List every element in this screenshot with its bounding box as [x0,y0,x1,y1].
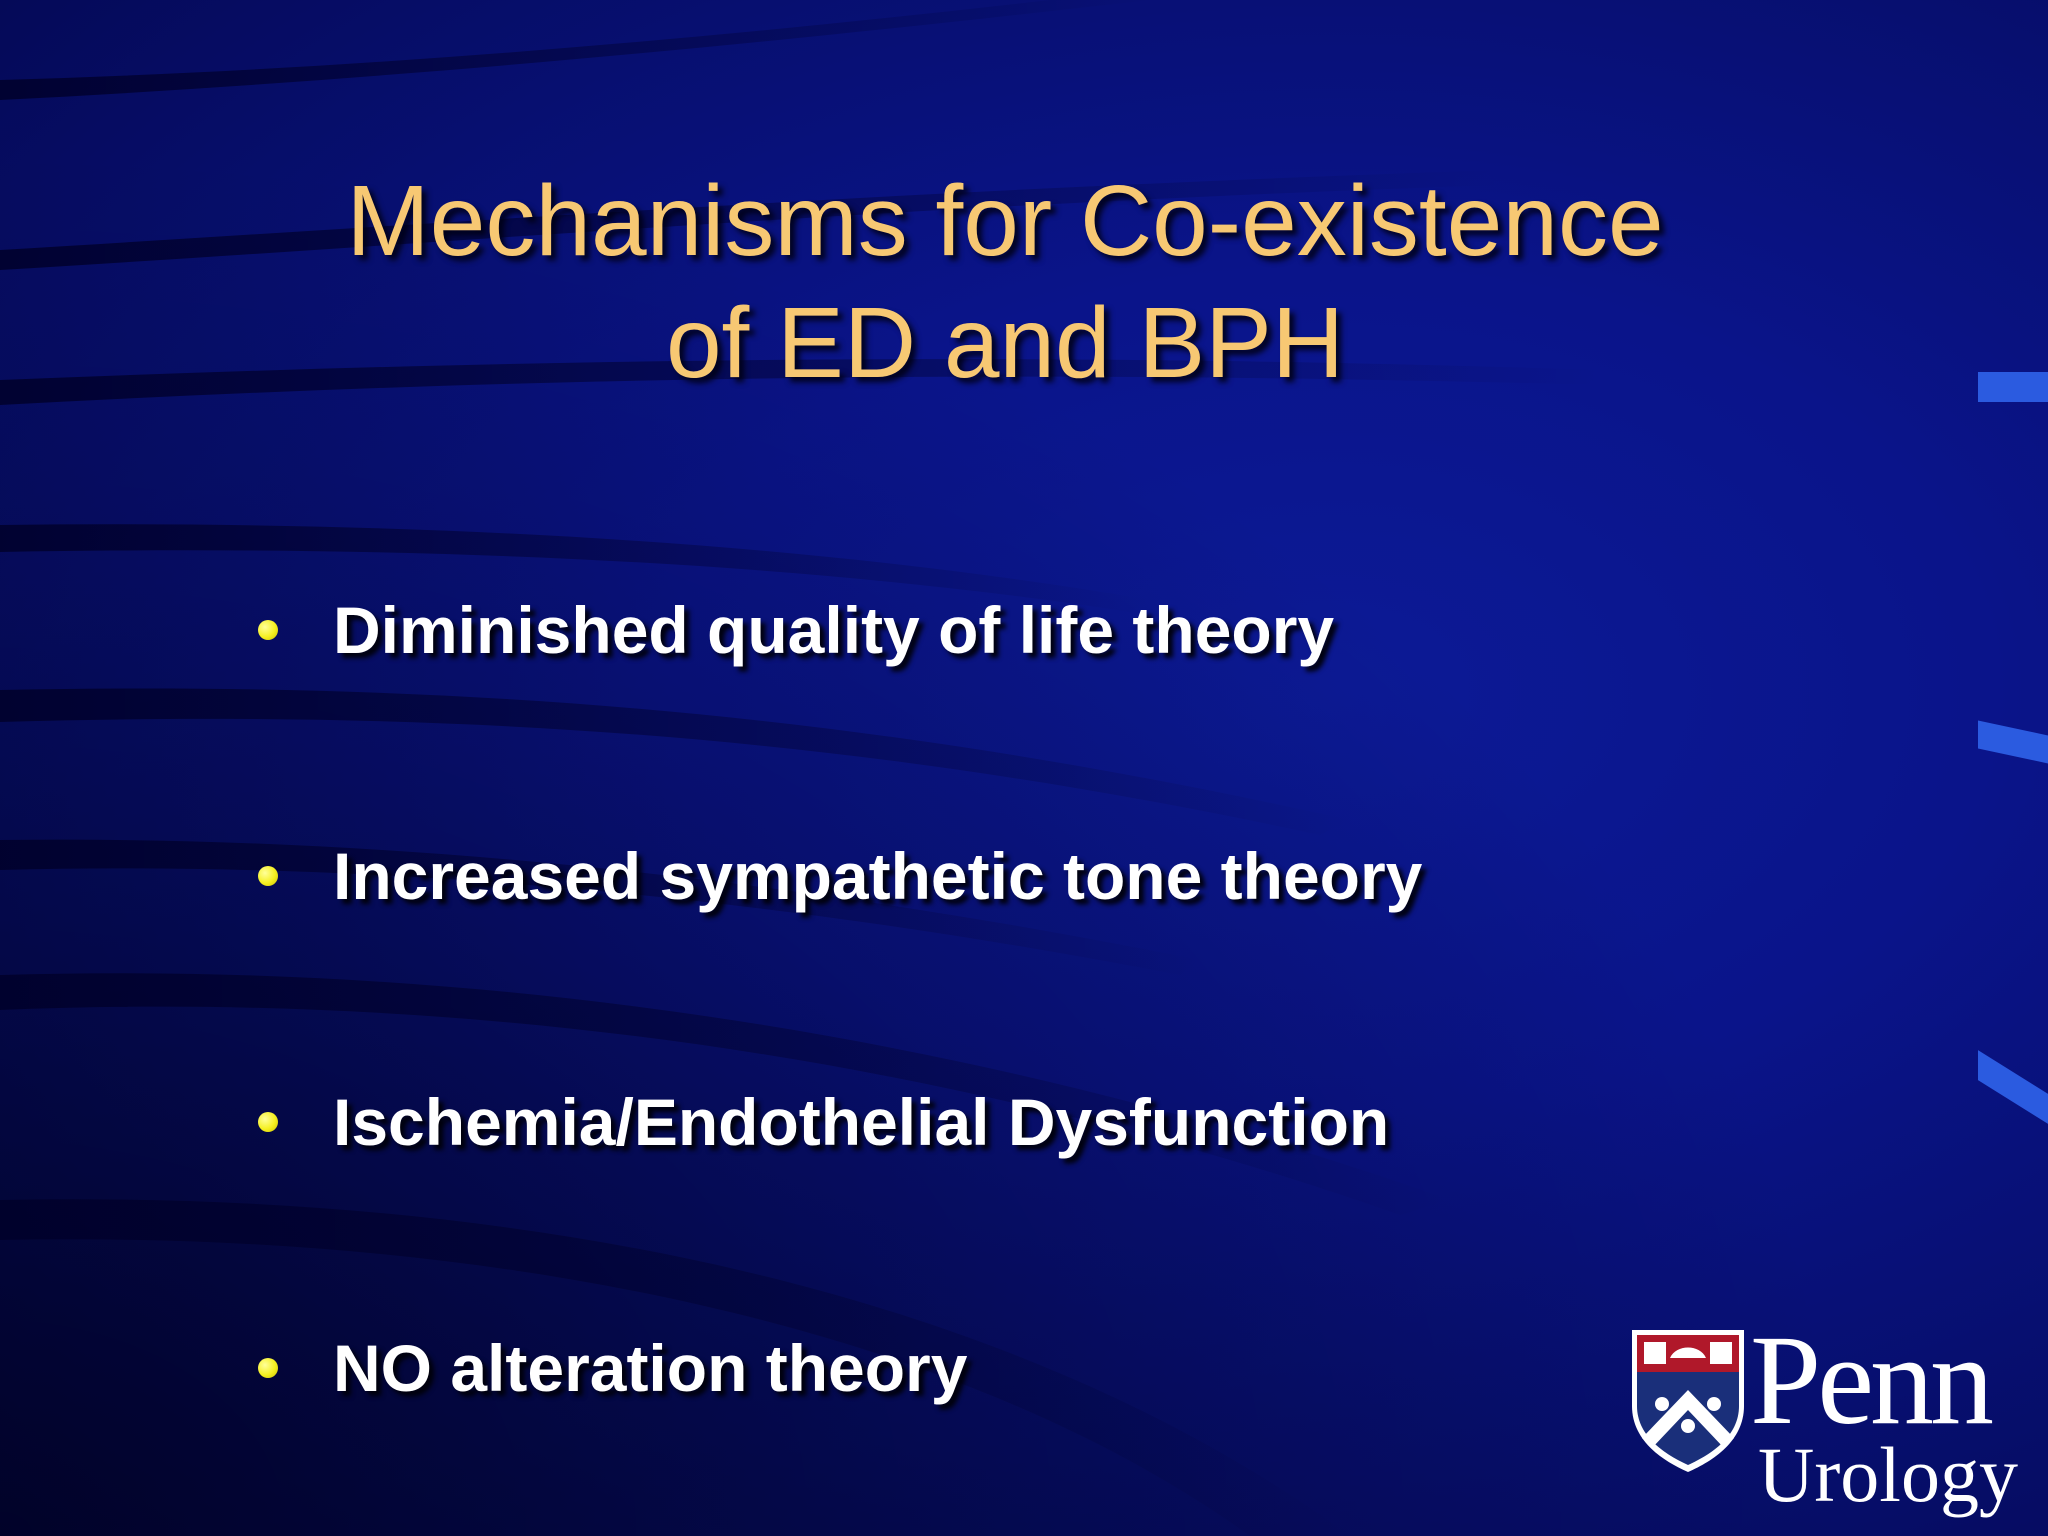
logo-department: Urology [1758,1431,2018,1518]
bullet-text: Diminished quality of life theory [333,593,1335,667]
bullet-item [258,836,1422,916]
bullet-text: Ischemia/Endothelial Dysfunction [333,1085,1390,1159]
penn-urology-logo [1628,1309,2028,1520]
bullet-dot-icon [258,1112,278,1132]
title-line-2: of ED and BPH [665,287,1345,399]
bullet-item [258,590,1334,670]
penn-shield-icon [1628,1326,1748,1476]
bullet-item [258,1082,1389,1162]
bullet-dot-icon [258,1358,278,1378]
logo-wordmark: Penn [1750,1309,1990,1451]
bullet-dot-icon [258,866,278,886]
title-line-1: Mechanisms for Co-existence [346,165,1664,277]
bullet-text: NO alteration theory [333,1331,968,1405]
bullet-item [258,1328,967,1408]
bullet-text: Increased sympathetic tone theory [333,839,1423,913]
bullet-dot-icon [258,620,278,640]
